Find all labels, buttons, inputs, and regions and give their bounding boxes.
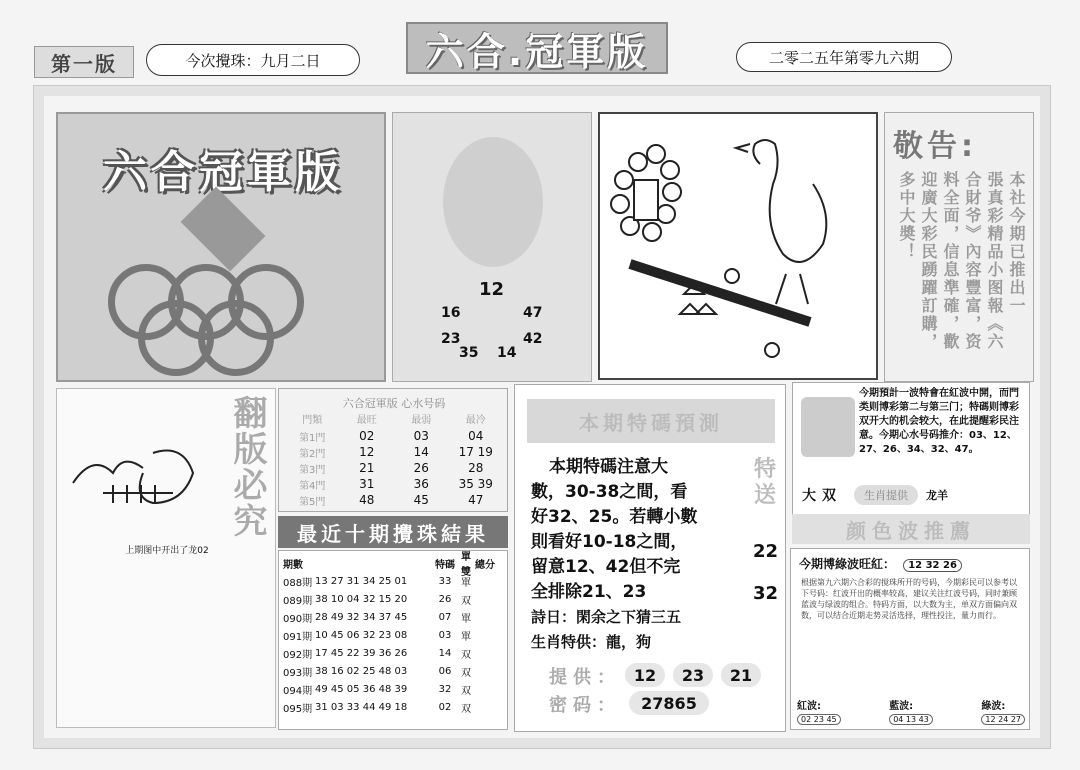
copyright-panel	[56, 388, 276, 728]
recent-header-row: 期數 特碼 單雙 總分	[283, 552, 495, 578]
secret-code: 27865	[629, 691, 709, 715]
prediction-poem: 詩日：閑余之下猜三五	[531, 608, 682, 626]
notice-column: 合財爷》內容豐富，资	[963, 171, 982, 351]
logo-title: 六合冠軍版	[103, 147, 343, 198]
table-row: 第5門 48 45 47	[299, 493, 484, 508]
photo-number: 47	[523, 305, 543, 321]
zodiac-value: 龙羊	[926, 489, 948, 502]
table-row: 第3門 21 26 28	[299, 461, 484, 476]
puzzle-cartoon	[598, 112, 878, 380]
notice-column: 多中大奬！	[897, 171, 916, 261]
table-row: 089期 38 10 04 32 15 20 26 双	[283, 593, 471, 607]
special-send-number: 22	[753, 541, 779, 562]
prediction-line: 本期特碼注意大	[549, 457, 668, 477]
bird-seesaw-icon	[600, 114, 876, 378]
big-label: 大	[802, 488, 816, 504]
provide-number: 12	[625, 663, 665, 687]
table-row: 第2門 12 14 17 19	[299, 445, 493, 460]
prediction-zodiac: 生肖特供：龍，狗	[531, 633, 652, 651]
table-row: 092期 17 45 22 39 36 26 14 双	[283, 647, 471, 661]
wave-subtitle: 今期博綠波旺紅： 12 32 26	[799, 555, 962, 572]
door-number-table	[278, 388, 508, 512]
last-result-caption: 上期图中开出了龙02	[125, 546, 209, 556]
photo-number: 35	[459, 345, 479, 361]
wave-footer	[797, 697, 1025, 725]
copyright-title: 翻版必究	[227, 395, 267, 539]
special-prediction-panel	[514, 384, 786, 732]
wave-analysis: 根据第九六期六合彩的搅珠所开的号码，今期彩民可以参考以下号码：红波开出的概率较高，建议关注红波号码，同时兼顾蓝波与绿波的组合。特码方面，以大数为主，单双方面偏向双数，可以结合近期走势灵活选择，理性投注，量力而行。	[801, 578, 1017, 620]
prediction-text	[531, 455, 747, 655]
prediction-line: 則看好10-18之間，	[531, 532, 688, 552]
recent-results-table	[278, 550, 508, 730]
portrait-photo	[443, 137, 543, 267]
table-row: 094期 49 45 05 36 48 39 32 双	[283, 683, 471, 697]
olympic-ring-icon	[198, 300, 274, 376]
prediction-line: 數，30-38之間，看	[531, 482, 688, 502]
recent-results-title: 最近十期攪珠結果	[278, 516, 508, 548]
table-row: 090期 28 49 32 34 37 45 07 單	[283, 611, 471, 625]
color-wave-panel	[790, 548, 1030, 730]
provide-number: 21	[721, 663, 761, 687]
issue-number: 二零二五年第零九六期	[736, 42, 952, 72]
photo-number: 23	[441, 331, 461, 347]
table-row: 095期 31 03 33 44 49 18 02 双	[283, 701, 471, 715]
prediction-banner: 本期特碼預測	[527, 399, 775, 443]
zodiac-provide-label: 生肖提供	[854, 485, 918, 505]
green-wave: 綠波: 12 24 27	[981, 697, 1025, 725]
table-row: 091期 10 45 06 32 23 08 03 單	[283, 629, 471, 643]
draw-date: 今次攪珠：九月二日	[146, 44, 360, 76]
red-wave: 紅波: 02 23 45	[797, 697, 841, 725]
table-row: 第1門 02 03 04	[299, 429, 484, 444]
edition-label: 第一版	[34, 46, 134, 78]
provide-number: 23	[673, 663, 713, 687]
notice-column: 迎廣大彩民踴躍訂購，	[919, 171, 938, 351]
photo-number: 42	[523, 331, 543, 347]
door-table-columns: 門類 最旺 最弱 最冷	[302, 415, 486, 426]
special-send-number: 32	[753, 583, 779, 604]
notice-column: 料全面，信息準確，歡	[941, 171, 960, 351]
notice-title: 敬告:	[893, 129, 977, 164]
door-table-header: 六合冠軍版 心水号码	[342, 397, 446, 410]
photo-number: 12	[479, 279, 505, 300]
photo-number: 16	[441, 305, 461, 321]
notice-panel	[884, 112, 1034, 382]
provide-label: 提供：	[549, 667, 621, 688]
color-wave-title: 颜色波推薦	[792, 514, 1030, 544]
logo-panel	[56, 112, 386, 382]
notice-column: 本社今期已推出一	[1007, 171, 1026, 315]
notice-column: 張真彩精品小图報《六	[985, 171, 1004, 351]
table-row: 093期 38 16 02 25 48 03 06 双	[283, 665, 471, 679]
photo-number: 14	[497, 345, 517, 361]
prediction-line: 全排除21、23	[531, 582, 647, 602]
code-label: 密码：	[549, 695, 621, 716]
dragon-cartoon-icon	[63, 423, 213, 523]
masthead-title: 六合.冠軍版	[406, 22, 668, 74]
photo-panel	[392, 112, 592, 382]
table-row: 088期 13 27 31 34 25 01 33 單	[283, 575, 471, 589]
blue-wave: 藍波: 04 13 43	[889, 697, 933, 725]
table-row: 第4門 31 36 35 39	[299, 477, 493, 492]
prediction-line: 好32、25。若轉小數	[531, 507, 698, 527]
prediction-line: 留意12、42但不完	[531, 557, 681, 577]
special-send-label: 特送	[753, 457, 776, 508]
zodiac-row	[796, 482, 1026, 508]
forecast-text: 今期預計一波特會在紅波中開，而門类则博彩第二与第三门；特碼则博彩双开大的机会较大，在此提醒彩民注意。今期心水号码推介：03、12、27、26、34、32、47。	[859, 388, 1019, 455]
medal-icon	[801, 397, 855, 457]
even-label: 双	[822, 488, 836, 504]
